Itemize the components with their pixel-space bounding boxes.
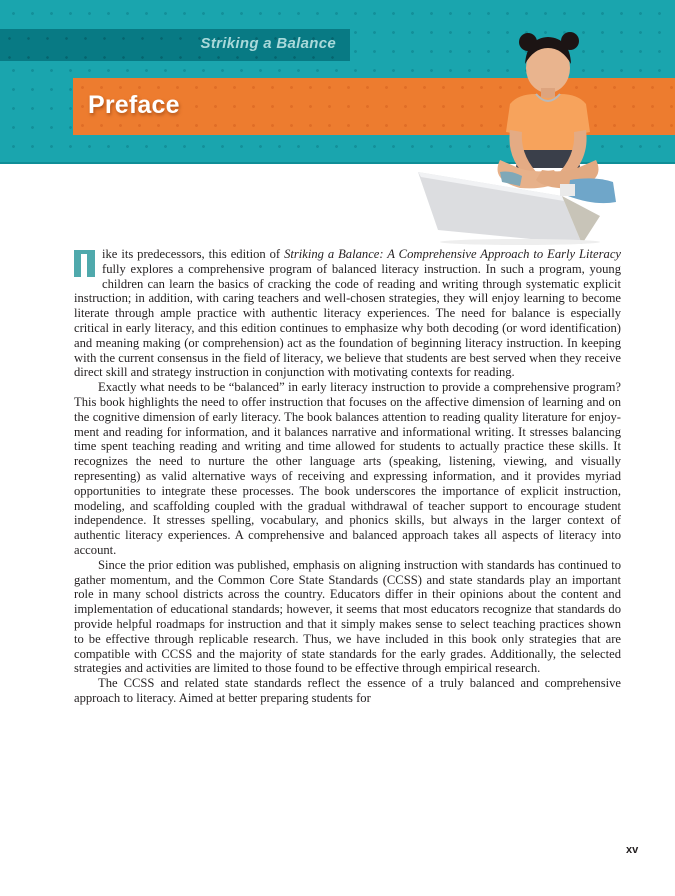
- paragraph: Since the prior edition was published, emphasis on aligning instruction with standards has continued to gather momentum, and the Common Core State Standards (CCSS) and state standards play an important role in many school districts across the country. Educators differ in their opinions about the content and implementation of educational standards; however, it seems that most educators recognize that standards do provide helpful roadmaps for instruction and that it simply makes sense to select teaching practices shown to be effective through replicable research. Thus, we have included in this book only strategies that are compatible with CCSS and the majority of state standards for the early grades. Additionally, the selected strategies and activities are limited to those found to be effective through empirical research.: [74, 557, 621, 676]
- dropcap: [74, 250, 95, 277]
- preface-body: [74, 247, 621, 706]
- book-title: Striking a Balance: A Comprehensive Approach to Early Literacy: [284, 247, 622, 261]
- chapter-title: Preface: [88, 91, 180, 119]
- paragraph-rest: fully explores a comprehensive program of balanced literacy instruction. In such a program, young children can learn the basics of cracking the code of reading and writing through systematic explicit instruction; in addition, with caring teachers and well-chosen strategies, they will enjoy learning to become literate through ample practice with authentic literacy experiences. The need for balance is especially critical in early literacy, and this edition continues to emphasize why both decoding (or word identification) and meaning making (or comprehension) act as the foundation of beginning literacy instruction. In keeping with the current consensus in the field of literacy, we believe that students are best served when they receive direct skill and strategy instruction in conjunction with motivating contexts for reading.: [74, 261, 621, 380]
- series-title: Striking a Balance: [200, 35, 336, 52]
- dropcap-letter: [74, 250, 75, 251]
- paragraph: The CCSS and related state standards reflect the essence of a truly balanced and comprehensive approach to literacy. Aimed at better preparing students for: [74, 676, 621, 705]
- page-number: xv: [626, 844, 639, 856]
- paragraph: [74, 247, 621, 380]
- dropcap-glyph: [81, 254, 87, 277]
- shoe-right: [568, 178, 616, 203]
- paragraph-lead: ike its predecessors, this edition of: [102, 247, 285, 261]
- girl-with-laptop-photo: [410, 20, 675, 245]
- series-band: [0, 29, 350, 61]
- paragraph: Exactly what needs to be “balanced” in early literacy instruction to provide a comprehensive program? This book highlights the need to offer instruction that focuses on the affective dimension of learning and on the cognitive dimension of early literacy. The book balances attention to reading quality literature for enjoyment and reading for information, and it balances narrative and informational writing. It stresses balancing time spent teaching reading and writing and time allowed for students to actually practice these skills. It recognizes the need to nurture the other language arts (speaking, listening, viewing, and visually representing) as valid alternative ways of receiving and expressing information, and it provides myriad opportunities to integrate these processes. The book underscores the importance of explicit instruction, modeling, and scaffolding coupled with the gradual withdrawal of teacher support to encourage student independence. It stresses spelling, vocabulary, and phonics skills, but always in the larger context of authentic literacy experiences. A comprehensive and balanced approach takes all aspects of literacy into account.: [74, 380, 621, 557]
